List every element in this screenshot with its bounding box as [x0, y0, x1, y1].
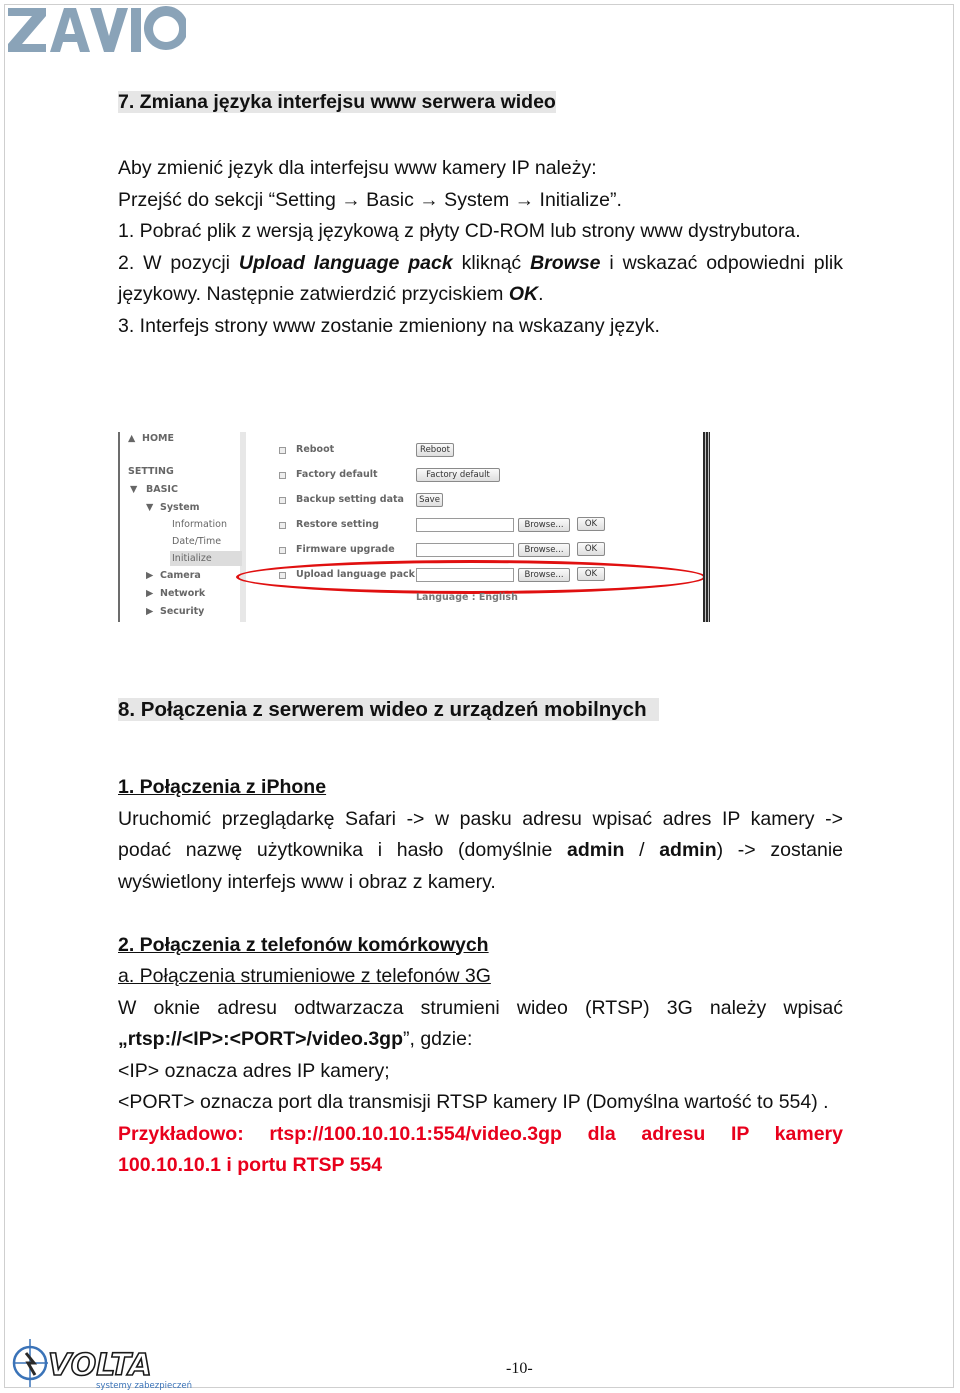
section8-title: 8. Połączenia z serwerem wideo z urządzeń mobilnych: [118, 698, 659, 722]
ip-line: <IP> oznacza adres IP kamery;: [118, 1059, 390, 1082]
spacer: [118, 898, 843, 930]
bullet-icon: [279, 547, 286, 554]
bullet-icon: [279, 447, 286, 454]
sidebar-system[interactable]: System: [160, 502, 200, 513]
section7-body: [118, 153, 843, 342]
language-indicator: Language : English: [416, 592, 518, 603]
home-icon[interactable]: ▲: [128, 433, 136, 444]
chevron-right-icon: ▶: [146, 588, 154, 599]
row-restore: Restore setting: [296, 519, 379, 530]
row-firmware: Firmware upgrade: [296, 544, 395, 555]
initialize-screenshot: [118, 432, 710, 622]
row-factory-default: Factory default: [296, 469, 378, 480]
chevron-down-icon: ▼: [146, 502, 154, 513]
save-button[interactable]: Save: [416, 493, 443, 507]
sidebar-initialize[interactable]: Initialize: [170, 551, 242, 566]
firmware-browse-button[interactable]: Browse...: [518, 543, 570, 557]
step-2: 2. W pozycji Upload language pack kliknąć Browse i wskazać odpowiedni plik językowy. Następnie zatwierdzić przyciskiem OK.: [118, 251, 843, 305]
section7-title: 7. Zmiana języka interfejsu www serwera wideo: [118, 91, 556, 113]
page-number: -10-: [506, 1360, 533, 1377]
chevron-down-icon: ▼: [130, 484, 138, 495]
step-1: 1. Pobrać plik z wersją językową z płyty CD-ROM lub strony www dystrybutora.: [118, 220, 801, 242]
svg-text:systemy zabezpieczeń: systemy zabezpieczeń: [96, 1381, 192, 1391]
bullet-icon: [279, 522, 286, 529]
row-upload-language: Upload language pack: [296, 569, 415, 580]
bullet-icon: [279, 497, 286, 504]
language-browse-button[interactable]: Browse...: [518, 568, 570, 582]
sidebar-divider: [240, 432, 246, 622]
zavio-logo: [6, 4, 186, 56]
screenshot-edge: [703, 432, 710, 622]
highlight-ellipse: [236, 560, 706, 594]
chevron-right-icon: ▶: [146, 606, 154, 617]
volta-logo: [8, 1333, 218, 1391]
firmware-file-input[interactable]: [416, 543, 514, 557]
3g-heading: a. Połączenia strumieniowe z telefonów 3G: [118, 965, 491, 987]
sidebar-camera[interactable]: Camera: [160, 570, 201, 581]
sidebar-information[interactable]: Information: [172, 519, 227, 530]
svg-text:VOLTA: VOLTA: [48, 1348, 152, 1383]
3g-text: W oknie adresu odtwarzacza strumieni wideo (RTSP) 3G należy wpisać „rtsp://<IP>:<PORT>/video.3gp”, gdzie:: [118, 996, 843, 1050]
chevron-right-icon: ▶: [146, 570, 154, 581]
firmware-ok-button[interactable]: OK: [577, 542, 605, 556]
iphone-heading: 1. Połączenia z iPhone: [118, 776, 327, 798]
row-backup: Backup setting data: [296, 494, 404, 505]
restore-ok-button[interactable]: OK: [577, 517, 605, 531]
sidebar-datetime[interactable]: Date/Time: [172, 536, 222, 547]
port-line: <PORT> oznacza port dla transmisji RTSP kamery IP (Domyślna wartość to 554) .: [118, 1091, 829, 1113]
sidebar-setting: SETTING: [128, 466, 174, 477]
settings-sidebar: [118, 432, 247, 622]
mobile-heading: 2. Połączenia z telefonów komórkowych: [118, 933, 489, 956]
sidebar-basic[interactable]: BASIC: [146, 484, 178, 495]
restore-file-input[interactable]: [416, 518, 514, 532]
sidebar-security[interactable]: Security: [160, 606, 205, 617]
example-line: Przykładowo: rtsp://100.10.10.1:554/video.3gp dla adresu IP kamery 100.10.10.1 i portu RTSP 554: [118, 1122, 843, 1176]
row-reboot: Reboot: [296, 444, 335, 455]
sidebar-network[interactable]: Network: [160, 588, 206, 599]
factory-default-button[interactable]: Factory default: [416, 468, 500, 482]
iphone-text: Uruchomić przeglądarkę Safari -> w pasku adresu wpisać adres IP kamery -> podać nazwę użytkownika i hasło (domyślnie admin / admin) -> zostanie wyświetlony interfejs www i obraz z kamery.: [118, 807, 843, 893]
path-line: Przejść do sekcji “Setting → Basic → System → Initialize”.: [118, 188, 622, 211]
reboot-button[interactable]: Reboot: [416, 443, 454, 457]
intro-line: Aby zmienić język dla interfejsu www kamery IP należy:: [118, 157, 597, 179]
sidebar-home[interactable]: HOME: [142, 433, 174, 444]
step-3: 3. Interfejs strony www zostanie zmieniony na wskazany język.: [118, 314, 660, 337]
restore-browse-button[interactable]: Browse...: [518, 518, 570, 532]
bullet-icon: [279, 472, 286, 479]
section8-body: [118, 772, 843, 1182]
language-ok-button[interactable]: OK: [577, 567, 605, 581]
